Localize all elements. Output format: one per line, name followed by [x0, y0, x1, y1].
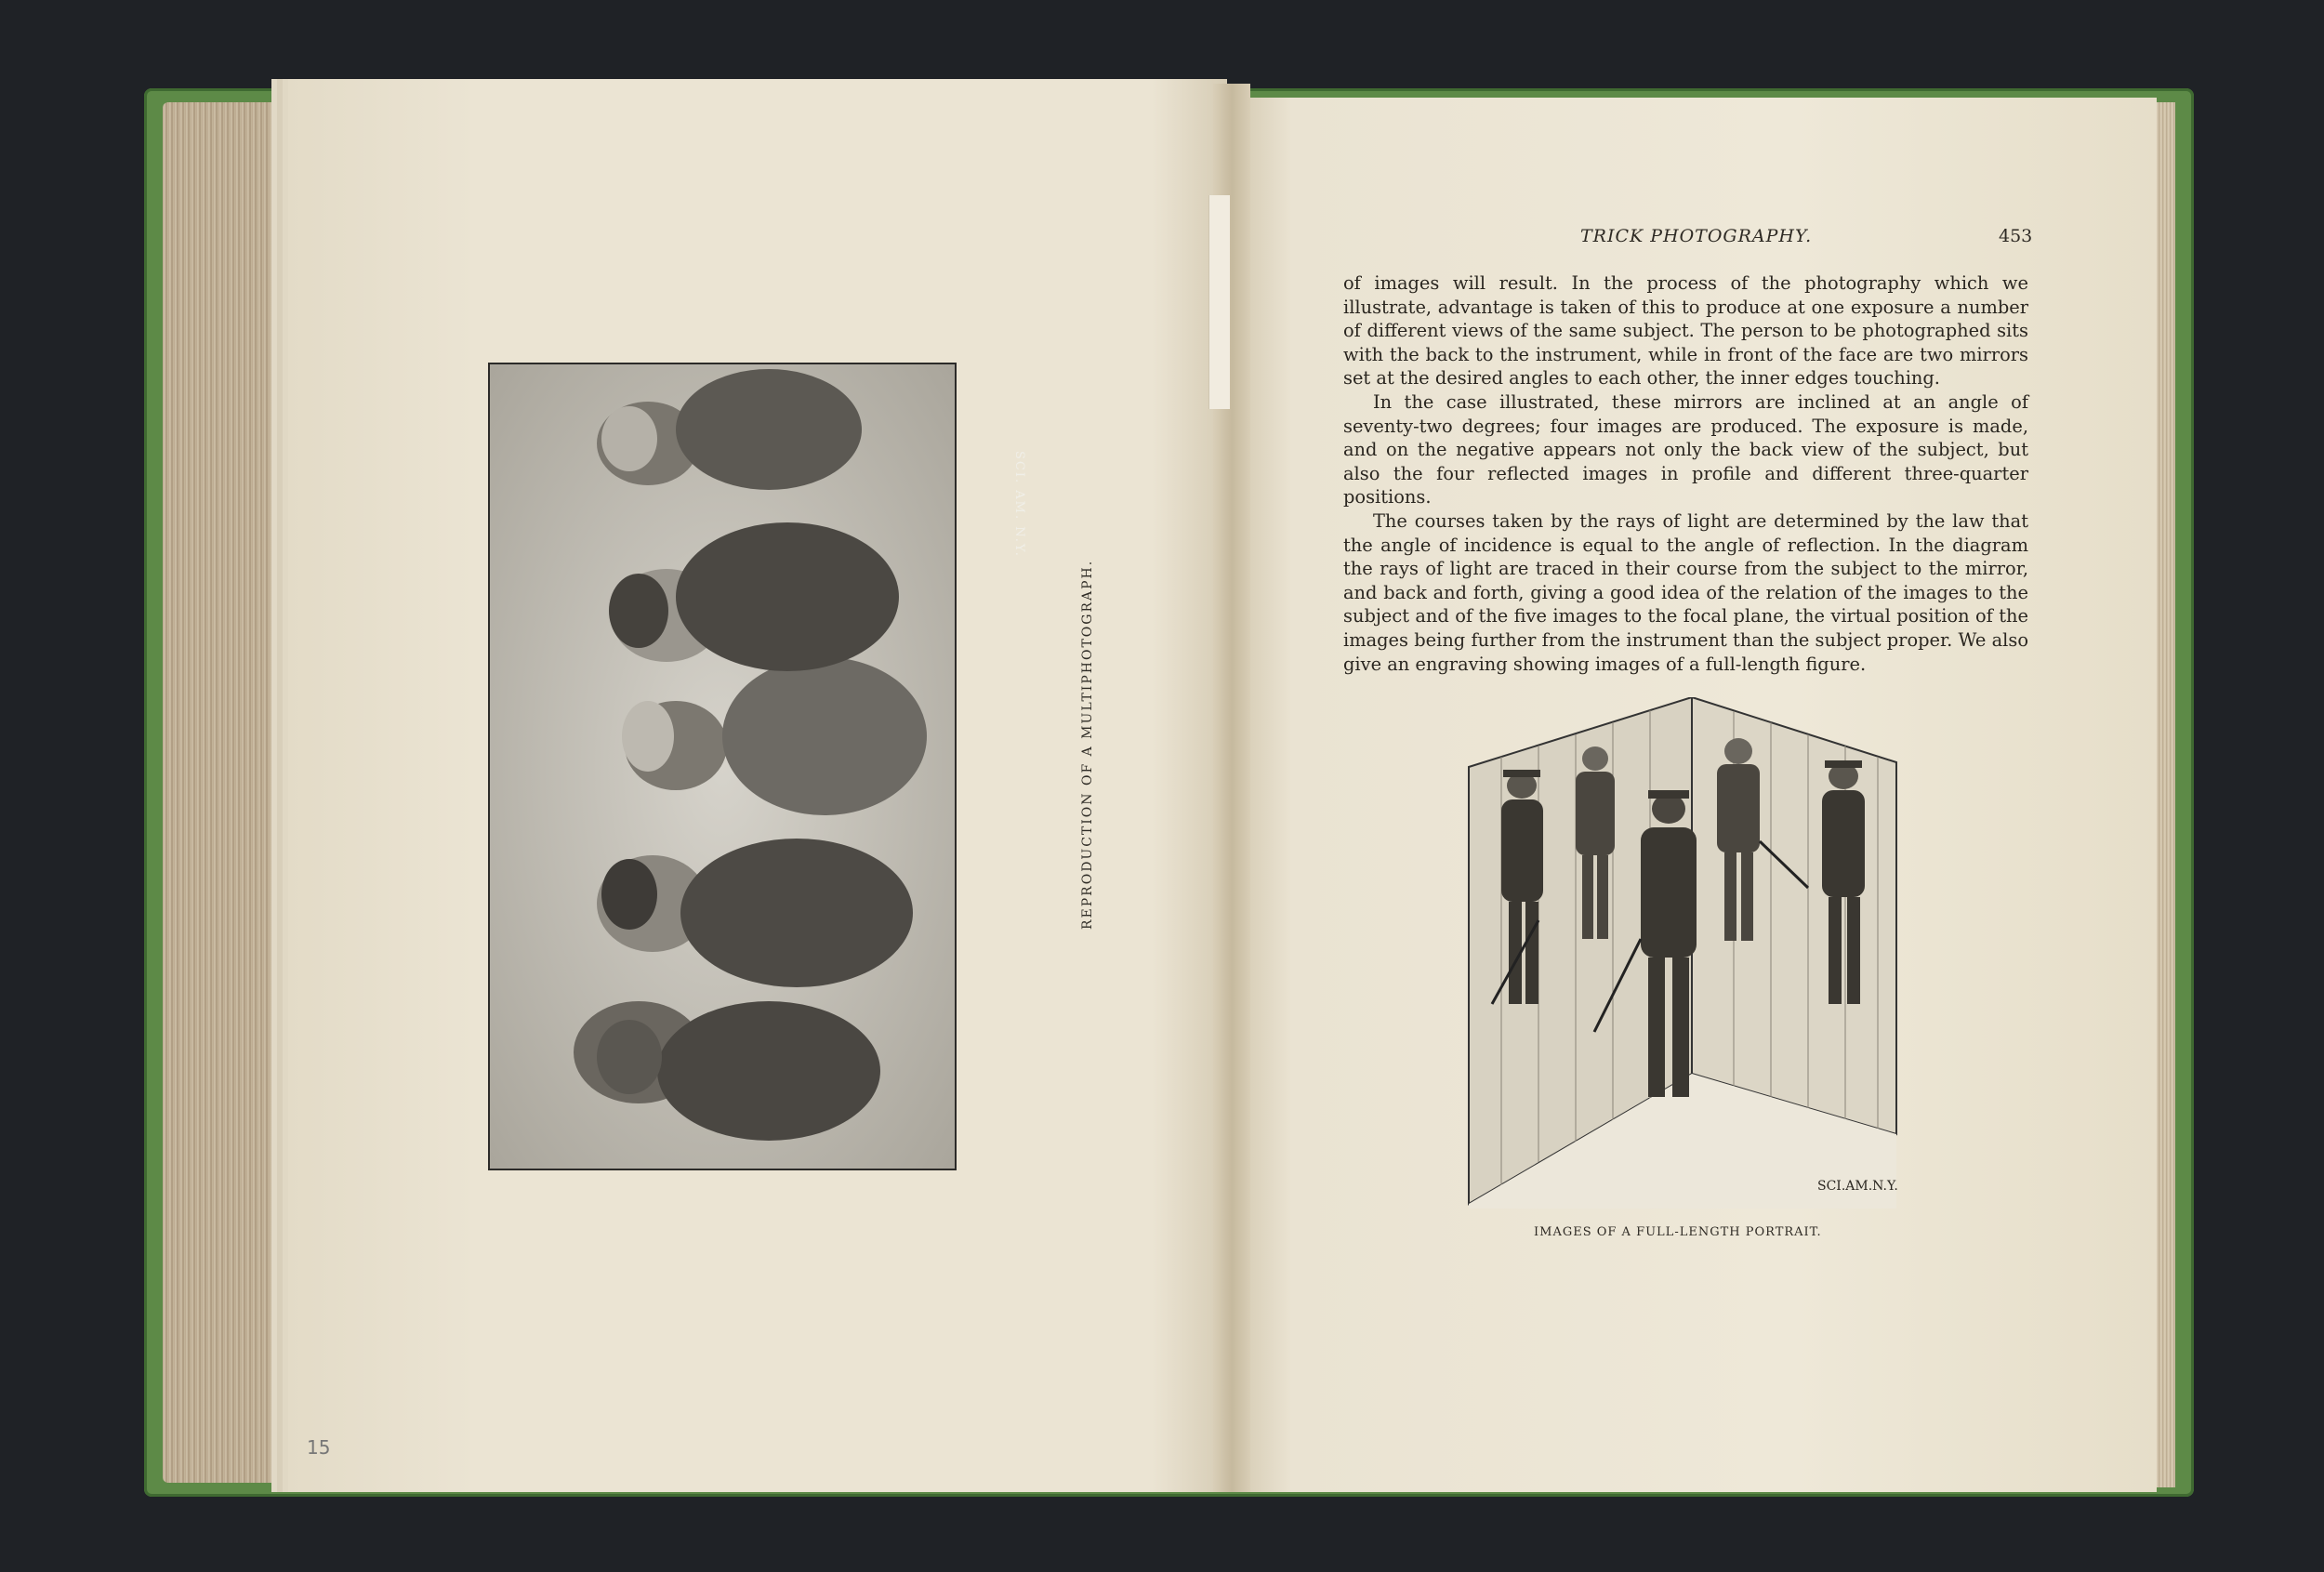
running-head: TRICK PHOTOGRAPHY. — [1580, 226, 1813, 246]
engraving-signature: SCI.AM.N.Y. — [1817, 1179, 1898, 1194]
figure-caption-rotated: REPRODUCTION OF A MULTIPHOTOGRAPH. — [1080, 559, 1095, 930]
body-text — [1343, 271, 2028, 676]
multiphotograph-image — [490, 364, 955, 1169]
page-edges-left — [163, 102, 302, 1483]
pencil-annotation: 15 — [307, 1436, 331, 1459]
full-length-portrait-engraving — [1464, 697, 1901, 1209]
photo-signature: SCI. AM. N.Y. — [1012, 451, 1026, 558]
paragraph-2: In the case illustrated, these mirrors are inclined at an angle of seventy-two degrees; four images are produced. The exposure is made, and on the negative appears not only the back view of the subject, but also the four reflected images in profile and different three-quarter positions. — [1343, 390, 2028, 509]
engraving-caption: IMAGES OF A FULL-LENGTH PORTRAIT. — [1534, 1225, 1822, 1239]
multiphotograph-plate — [488, 363, 957, 1170]
paragraph-3: The courses taken by the rays of light are determined by the law that the angle of incidence is equal to the angle of reflection. In the diagram the rays of light are traced in their course from the subject to the mirror, and back and forth, giving a good idea of the relation of the images to the subject and of the five images to the focal plane, the virtual position of the images being further from the instrument than the subject proper. We also give an engraving showing images of a full-length figure. — [1343, 509, 2028, 675]
paragraph-1: of images will result. In the process of the photography which we illustrate, advantage is taken of this to produce at one exposure a number of different views of the same subject. The person to be photographed sits with the back to the instrument, while in front of the face are two mirrors set at the desired angles to each other, the inner edges touching. — [1343, 272, 2028, 390]
paper-insert-strip — [1208, 195, 1230, 409]
page-number: 453 — [1999, 226, 2033, 246]
